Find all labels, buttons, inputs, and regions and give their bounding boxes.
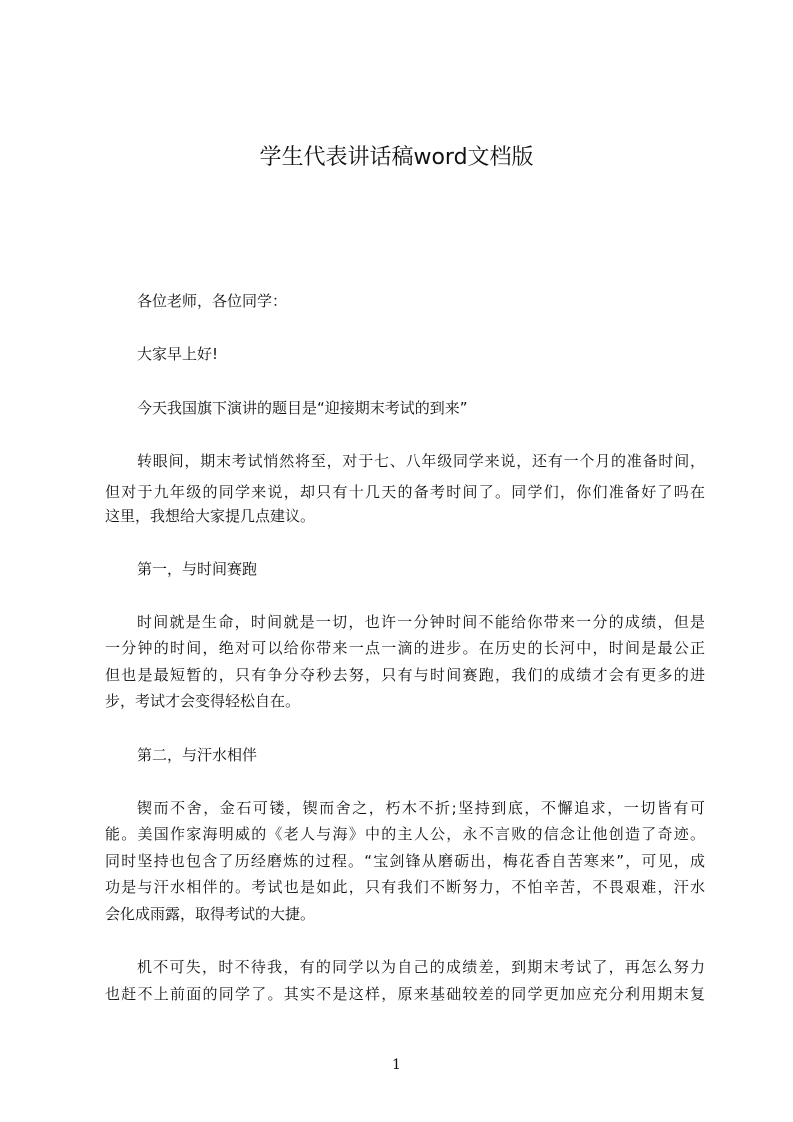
paragraph-3-line-2: 能。美国作家海明威的《老人与海》中的主人公，永不言败的信念让他创造了奇迹。 — [105, 825, 705, 843]
salutation: 各位老师，各位同学： — [137, 292, 288, 310]
document-title: 学生代表讲话稿word文档版 — [259, 145, 534, 170]
paragraph-3-line-3: 同时坚持也包含了历经磨炼的过程。“宝剑锋从磨砺出，梅花香自苦寒来”，可见，成 — [105, 852, 705, 870]
heading-first-point: 第一，与时间赛跑 — [137, 560, 258, 578]
heading-second-point: 第二，与汗水相伴 — [137, 746, 258, 764]
paragraph-4-line-1: 机不可失，时不待我，有的同学以为自己的成绩差，到期末考试了，再怎么努力 — [137, 958, 705, 976]
paragraph-1-line-2: 但对于九年级的同学来说，却只有十几天的备考时间了。同学们，你们准备好了吗在 — [105, 483, 705, 501]
paragraph-3-line-1: 锲而不舍，金石可镂，锲而舍之，朽木不折;坚持到底，不懈追求，一切皆有可 — [137, 799, 705, 817]
paragraph-2-line-2: 一分钟的时间，绝对可以给你带来一点一滴的进步。在历史的长河中，时间是最公正 — [105, 639, 705, 657]
paragraph-3-line-4: 功是与汗水相伴的。考试也是如此，只有我们不断努力，不怕辛苦，不畏艰难，汗水 — [105, 878, 705, 896]
page-number: 1 — [392, 1057, 401, 1073]
speech-topic: 今天我国旗下演讲的题目是“迎接期末考试的到来” — [137, 399, 468, 417]
paragraph-2-line-3: 但也是最短暂的，只有争分夺秒去努，只有与时间赛跑，我们的成绩才会有更多的进 — [105, 666, 705, 684]
greeting: 大家早上好! — [137, 345, 219, 363]
paragraph-2-line-4: 步，考试才会变得轻松自在。 — [105, 692, 301, 710]
paragraph-1-line-3: 这里，我想给大家提几点建议。 — [105, 507, 316, 525]
paragraph-2-line-1: 时间就是生命，时间就是一切，也许一分钟时间不能给你带来一分的成绩，但是 — [137, 613, 705, 631]
paragraph-4-line-2: 也赶不上前面的同学了。其实不是这样，原来基础较差的同学更加应充分利用期末复 — [105, 985, 705, 1003]
paragraph-3-line-5: 会化成雨露，取得考试的大捷。 — [105, 905, 316, 923]
paragraph-1-line-1: 转眼间，期末考试悄然将至，对于七、八年级同学来说，还有一个月的准备时间， — [137, 452, 705, 470]
